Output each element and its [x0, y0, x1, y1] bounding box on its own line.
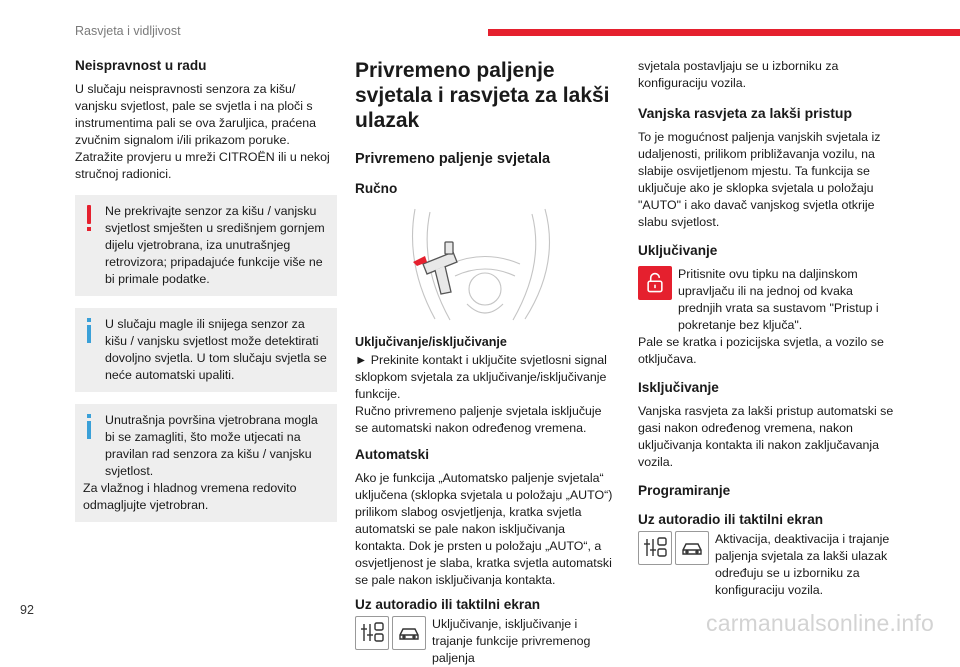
switch-on-row — [638, 266, 900, 334]
section-title: Privremeno paljenje svjetala i rasvjeta za lakši ulazak — [355, 59, 610, 132]
page-number: 92 — [20, 603, 34, 617]
running-header: Rasvjeta i vidljivost — [75, 24, 181, 38]
info-text-2a: Unutrašnja površina vjetrobrana mogla bi se zamagliti, što može utjecati na pravilan rad senzora za kišu / vanjsku svjetlost. — [105, 413, 318, 478]
paragraph-radio: Uključivanje, isključivanje i trajanje funkcije privremenog paljenja — [432, 617, 591, 665]
column-2 — [355, 52, 617, 667]
info-box-2 — [75, 404, 337, 522]
heading-switch-off: Isključivanje — [638, 380, 719, 395]
car-icon — [675, 531, 709, 565]
unlock-padlock-icon — [638, 266, 672, 300]
info-box-1 — [75, 308, 337, 392]
heading-fault: Neispravnost u radu — [75, 58, 207, 73]
warning-text: Ne prekrivajte senzor za kišu / vanjsku svjetlost smješten u središnjem gornjem dijelu vjetrobrana, iza unutrašnjeg retrovizora; pripadajuće funkcije više ne bi primale podatke. — [105, 204, 325, 286]
heading-exterior-lighting: Vanjska rasvjeta za lakši pristup — [638, 105, 853, 121]
info-icon — [83, 414, 97, 444]
heading-radio-2: Uz autoradio ili taktilni ekran — [638, 512, 824, 527]
paragraph-on-off-1: ► Prekinite kontakt i uključite svjetlosni signal sklopkom svjetala za uključivanje/isključivanje funkcije. — [355, 353, 607, 401]
radio-icon-row-2 — [638, 531, 900, 599]
info-icon — [83, 318, 97, 348]
paragraph-continued: svjetala postavljaju se u izborniku za konfiguraciju vozila. — [638, 59, 839, 90]
light-switch-illustration — [395, 204, 570, 324]
car-icon — [392, 616, 426, 650]
heading-automatic: Automatski — [355, 447, 430, 462]
heading-manual: Ručno — [355, 181, 398, 196]
heading-on-off: Uključivanje/isključivanje — [355, 335, 507, 349]
paragraph-switch-on-1: Pritisnite ovu tipku na daljinskom upravljaču ili na jednoj od kvaka prednjih vrata sa sustavom "Pristup i pokretanje bez ključa". — [678, 267, 879, 332]
paragraph-radio-2: Aktivacija, deaktivacija i trajanje paljenja svjetala za lakši ulazak određuju se u izborniku za konfiguraciju vozila. — [715, 532, 890, 597]
warning-box — [75, 195, 337, 296]
watermark: carmanualsonline.info — [706, 610, 934, 636]
column-1 — [75, 52, 337, 522]
paragraph-switch-on-2: Pale se kratka i pozicijska svjetla, a vozilo se otključava. — [638, 335, 884, 366]
paragraph-automatic: Ako je funkcija „Automatsko paljenje svjetala“ uključena (sklopka svjetala u položaju „AUTO“) prilikom slabog osvjetljenja, kratka svjetla automatski se pale nakon isključivanja kontakta. Dok je prsten u položaju „AUTO“, a osvjetljenost je slaba, kratka svjetla automatski se pale nakon isključivanja kontakta. — [355, 471, 613, 587]
info-text-2b: Za vlažnog i hladnog vremena redovito odmagljujte vjetrobran. — [83, 481, 297, 512]
column-3 — [638, 52, 900, 599]
heading-radio: Uz autoradio ili taktilni ekran — [355, 597, 541, 612]
warning-exclamation-icon — [83, 205, 97, 235]
paragraph-fault: U slučaju neispravnosti senzora za kišu/ vanjsku svjetlost, pale se svjetla i na ploči s instrumentima pali se ova žaruljica, praćena zvučnim signalom i/ili prikazom poruke. Zatražite provjeru u mreži CITROËN ili u nekoj stručnoj radionici. — [75, 82, 330, 181]
paragraph-exterior-lighting: To je mogućnost paljenja vanjskih svjetala iz udaljenosti, prilikom približavanja vozilu, na slabije osvijetljenom mjestu. Ta funkcija se uključuje ako je sklopka svjetala u položaju "AUTO" i ako davač vanjskog svjetla otkrije slabu svjetlost. — [638, 130, 881, 229]
heading-switch-on: Uključivanje — [638, 243, 718, 258]
heading-temporary-lighting: Privremeno paljenje svjetala — [355, 151, 551, 167]
radio-icon-row — [355, 616, 617, 667]
paragraph-on-off-2: Ručno privremeno paljenje svjetala isključuje se automatski nakon određenog vremena. — [355, 404, 602, 435]
settings-sliders-icon — [638, 531, 672, 565]
heading-programming: Programiranje — [638, 483, 731, 498]
settings-sliders-icon — [355, 616, 389, 650]
paragraph-switch-off: Vanjska rasvjeta za lakši pristup automatski se gasi nakon određenog vremena, nakon uključivanja kontakta ili nakon zaključavanja vozila. — [638, 404, 894, 469]
header-red-bar — [488, 29, 960, 36]
info-text-1: U slučaju magle ili snijega senzor za kišu / vanjsku svjetlost može detektirati dovoljno svjetla. U tom slučaju svjetla se neće automatski upaliti. — [105, 317, 327, 382]
